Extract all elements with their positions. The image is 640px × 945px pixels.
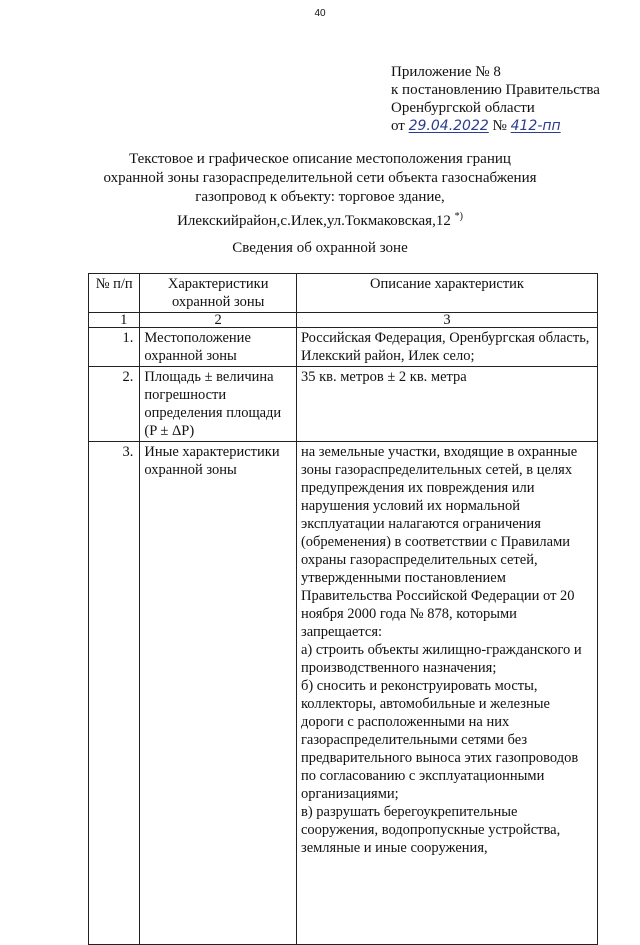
appendix-line-2: к постановлению Правительства bbox=[391, 82, 600, 98]
column-number: 2 bbox=[140, 313, 297, 328]
row-characteristic: Местоположение охранной зоны bbox=[140, 328, 297, 367]
title-line-4 bbox=[60, 207, 580, 231]
footnote-mark: *) bbox=[454, 211, 463, 222]
header-no: № п/п bbox=[89, 274, 140, 313]
row-characteristic: Площадь ± величина погрешности определения площади (P ± ΔP) bbox=[140, 367, 297, 442]
column-number-row bbox=[89, 313, 598, 328]
title-line-2: охранной зоны газораспределительной сети объекта газоснабжения bbox=[103, 170, 537, 186]
row-description: 35 кв. метров ± 2 кв. метра bbox=[296, 367, 597, 442]
page-number: 40 bbox=[314, 8, 326, 19]
row-number: 3. bbox=[89, 442, 140, 945]
handwritten-date: 29.04.2022 bbox=[408, 118, 489, 134]
description-item: а) строить объекты жилищно-гражданского и производственного назначения; bbox=[300, 642, 582, 676]
appendix-line-3: Оренбургской области bbox=[391, 100, 535, 116]
document-title bbox=[60, 150, 580, 231]
table-row bbox=[89, 442, 598, 945]
row-number: 1. bbox=[89, 328, 140, 367]
table-row bbox=[89, 328, 598, 367]
handwritten-number: 412-пп bbox=[510, 118, 561, 134]
section-heading: Сведения об охранной зоне bbox=[232, 240, 408, 256]
table-header-row bbox=[89, 274, 598, 313]
appendix-date-line bbox=[391, 117, 600, 135]
title-line-1: Текстовое и графическое описание местоположения границ bbox=[129, 151, 511, 167]
header-characteristic: Характеристики охранной зоны bbox=[140, 274, 297, 313]
title-address: Илекскийрайон,с.Илек,ул.Токмаковская,12 bbox=[177, 213, 451, 229]
date-prefix: от bbox=[391, 118, 405, 134]
column-number: 3 bbox=[296, 313, 597, 328]
protection-zone-table bbox=[88, 273, 598, 945]
row-number: 2. bbox=[89, 367, 140, 442]
title-line-3: газопровод к объекту: торговое здание, bbox=[195, 189, 445, 205]
description-item: б) сносить и реконструировать мосты, коллекторы, автомобильные и железные дороги с расположенными на них газораспределительными сетями без предварительного выноса этих газопроводов по согласованию с эксплуатационными организациями; bbox=[300, 678, 579, 802]
column-number: 1 bbox=[89, 313, 140, 328]
appendix-block bbox=[391, 63, 600, 135]
number-prefix: № bbox=[492, 118, 507, 134]
description-item: в) разрушать берегоукрепительные сооружения, водопропускные устройства, земляные и иные сооружения, bbox=[300, 804, 561, 856]
row-characteristic: Иные характеристики охранной зоны bbox=[140, 442, 297, 945]
table-row bbox=[89, 367, 598, 442]
description-paragraph: на земельные участки, входящие в охранные зоны газораспределительных сетей, в целях предупреждения их повреждения или нарушения условий их нормальной эксплуатации налагаются ограничения (обременения) в соответствии с Правилами охраны газораспределительных сетей, утвержденными постановлением Правительства Российской Федерации от 20 ноября 2000 года № 878, которыми запрещается: bbox=[300, 444, 578, 640]
row-description bbox=[296, 442, 597, 945]
appendix-line-1: Приложение № 8 bbox=[391, 64, 501, 80]
header-description: Описание характеристик bbox=[296, 274, 597, 313]
row-description: Российская Федерация, Оренбургская область, Илекский район, Илек село; bbox=[296, 328, 597, 367]
